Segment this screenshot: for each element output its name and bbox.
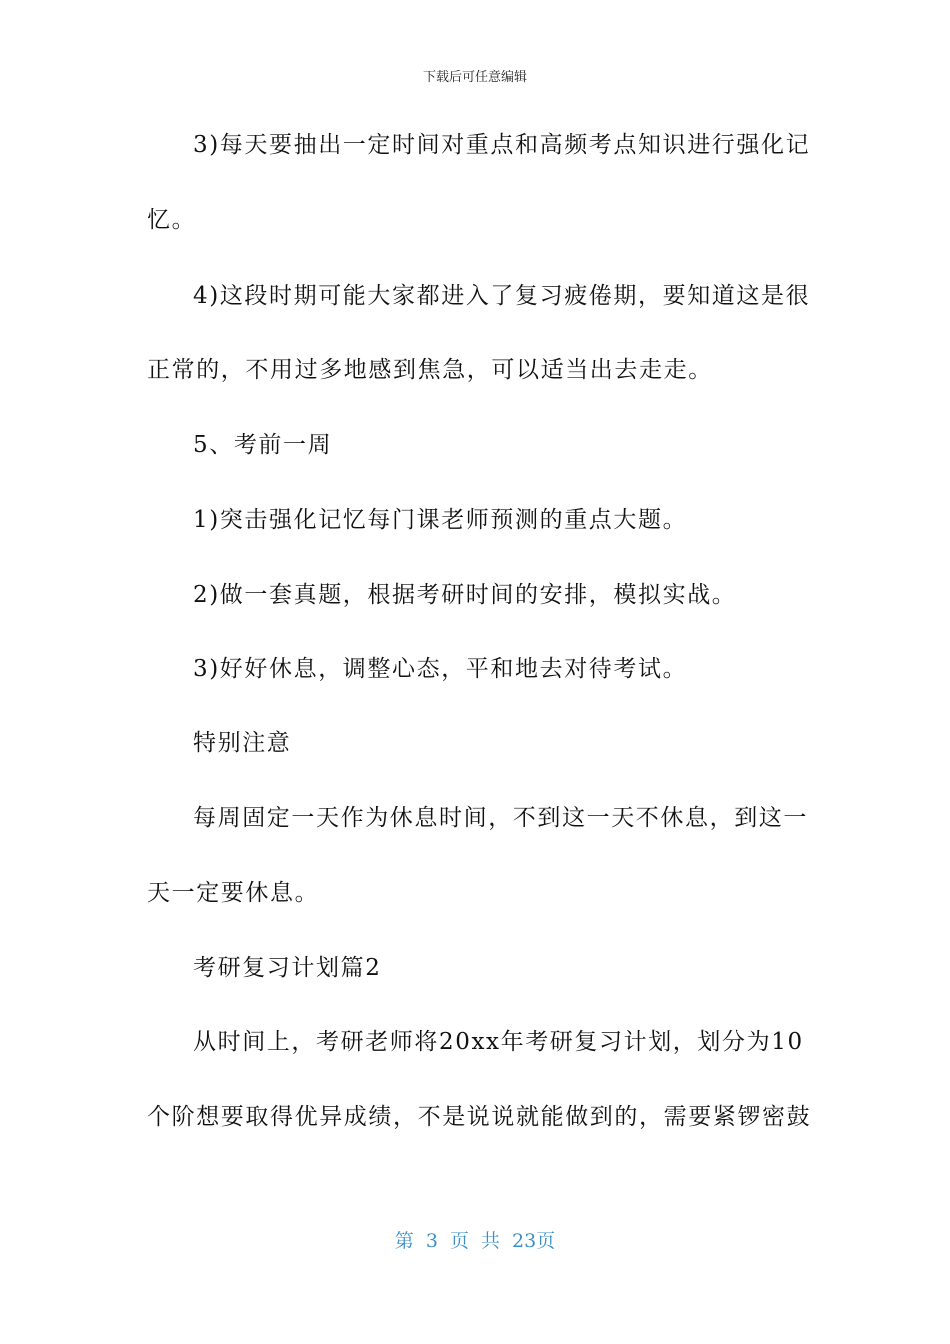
section-heading: 考研复习计划篇2: [193, 955, 382, 981]
paragraph-line: 每周固定一天作为休息时间，不到这一天不休息，到这一: [193, 805, 808, 831]
paragraph-line: 忆。: [147, 207, 197, 233]
paragraph-line: 个阶想要取得优异成绩，不是说说就能做到的，需要紧锣密鼓: [147, 1104, 812, 1130]
section-heading: 特别注意: [193, 730, 292, 756]
paragraph-line: 4)这段时期可能大家都进入了复习疲倦期，要知道这是很: [193, 283, 811, 309]
paragraph-line: 3)好好休息，调整心态，平和地去对待考试。: [193, 656, 688, 682]
paragraph-line: 从时间上，考研老师将20xx年考研复习计划，划分为10: [193, 1029, 804, 1055]
paragraph-line: 天一定要休息。: [147, 880, 320, 906]
page-footer: 第 3 页 共 23页: [394, 1230, 556, 1252]
section-heading: 5、考前一周: [193, 432, 333, 458]
paragraph-line: 正常的，不用过多地感到焦急，可以适当出去走走。: [147, 357, 713, 383]
page-header: 下载后可任意编辑: [422, 70, 527, 85]
paragraph-line: 2)做一套真题，根据考研时间的安排，模拟实战。: [193, 582, 737, 608]
paragraph-line: 1)突击强化记忆每门课老师预测的重点大题。: [193, 507, 688, 533]
paragraph-line: 3)每天要抽出一定时间对重点和高频考点知识进行强化记: [193, 132, 811, 158]
